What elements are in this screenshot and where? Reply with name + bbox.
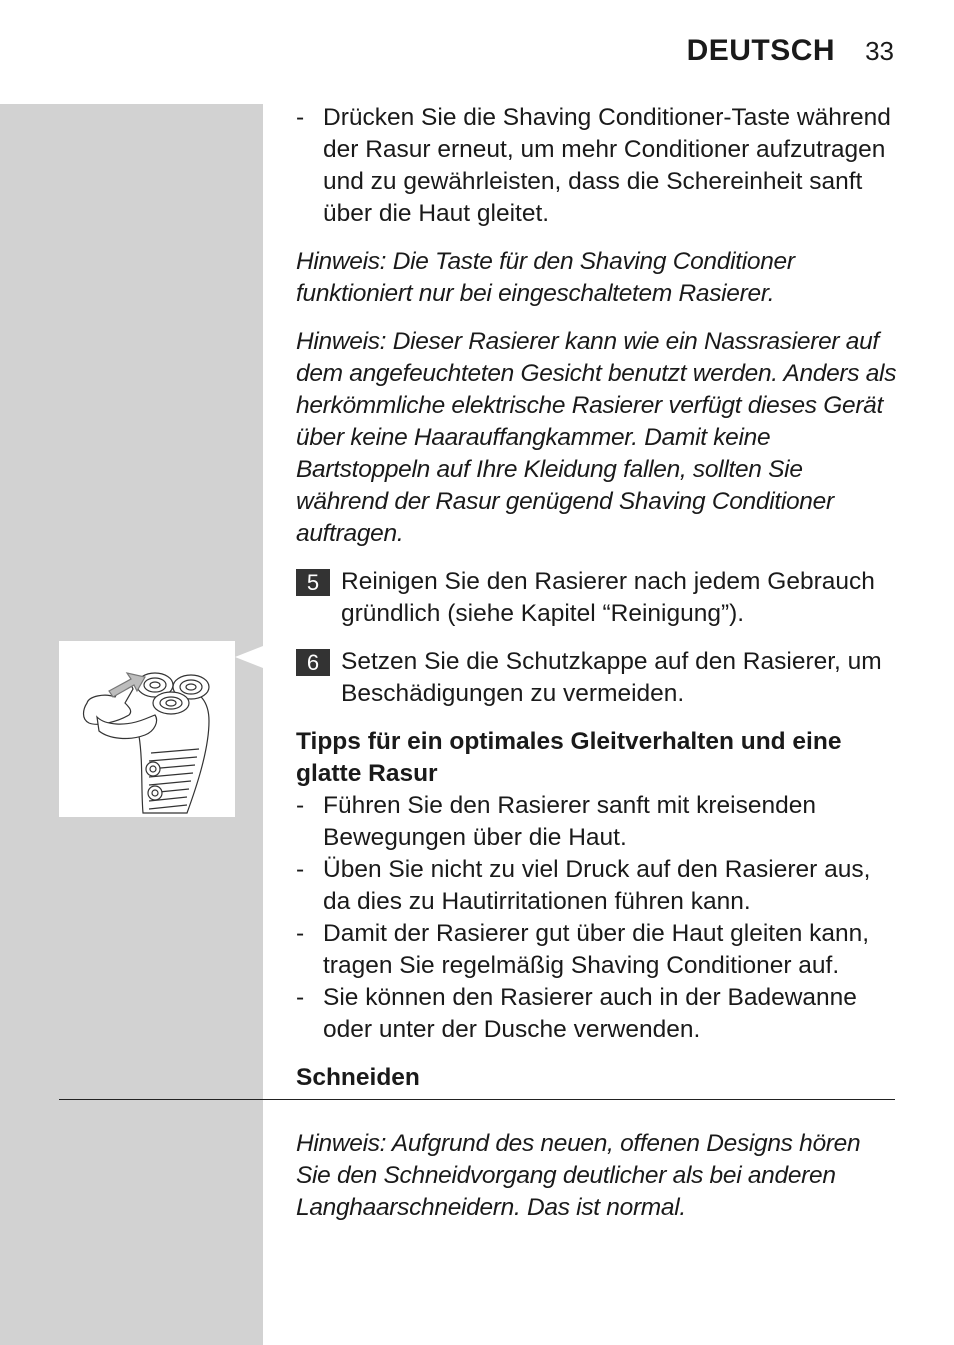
list-item-text: Üben Sie nicht zu viel Druck auf den Rasierer aus, da dies zu Hautirritationen führen kann. [323,856,871,915]
list-item [296,102,901,230]
step-5 [296,566,901,630]
list-item [296,854,901,918]
bullet-dash: - [296,856,305,883]
step-text: Reinigen Sie den Rasierer nach jedem Gebrauch gründlich (siehe Kapitel “Reinigung”). [341,568,875,627]
list-item [296,790,901,854]
main-content [296,102,901,1094]
note-paragraph: Hinweis: Die Taste für den Shaving Conditioner funktioniert nur bei eingeschaltetem Rasierer. [296,248,795,307]
figure-pointer [235,646,263,668]
list-item [296,982,901,1046]
page-number: 33 [865,36,894,66]
list-item-text: Führen Sie den Rasierer sanft mit kreisenden Bewegungen über die Haut. [323,792,816,851]
step-6 [296,646,901,710]
page-header [687,34,894,68]
section-heading: Tipps für ein optimales Gleitverhalten und eine glatte Rasur [296,728,842,787]
bullet-dash: - [296,792,305,819]
section-title: DEUTSCH [686,34,836,67]
bullet-dash: - [296,920,305,947]
step-number-badge: 5 [296,569,330,596]
step-number-badge: 6 [296,649,330,676]
bullet-dash: - [296,984,305,1011]
shaver-with-cap-illustration-icon [59,641,235,817]
list-item-text: Damit der Rasierer gut über die Haut gleiten kann, tragen Sie regelmäßig Shaving Conditioner auf. [323,920,870,979]
note-paragraph: Hinweis: Aufgrund des neuen, offenen Designs hören Sie den Schneidvorgang deutlicher als bei anderen Langhaarschneidern. Das ist normal. [296,1130,861,1221]
note-paragraph: Hinweis: Dieser Rasierer kann wie ein Nassrasierer auf dem angefeuchteten Gesicht benutzt werden. Anders als herkömmliche elektrische Rasierer verfügt dieses Gerät über keine Haarauffangkammer. Damit keine Bartstoppeln auf Ihre Kleidung fallen, sollten Sie während der Rasur genügend Shaving Conditioner auftragen. [296,328,897,547]
list-item-text: Drücken Sie die Shaving Conditioner-Taste während der Rasur erneut, um mehr Conditioner aufzutragen und zu gewährleisten, dass die Schereinheit sanft über die Haut gleitet. [323,104,891,227]
section-divider [59,1099,895,1100]
list-item [296,918,901,982]
section-heading: Schneiden [296,1064,420,1091]
step-text: Setzen Sie die Schutzkappe auf den Rasierer, um Beschädigungen zu vermeiden. [341,648,882,707]
list-item-text: Sie können den Rasierer auch in der Badewanne oder unter der Dusche verwenden. [323,984,857,1043]
bullet-dash: - [296,104,305,131]
shaver-illustration [59,641,235,817]
